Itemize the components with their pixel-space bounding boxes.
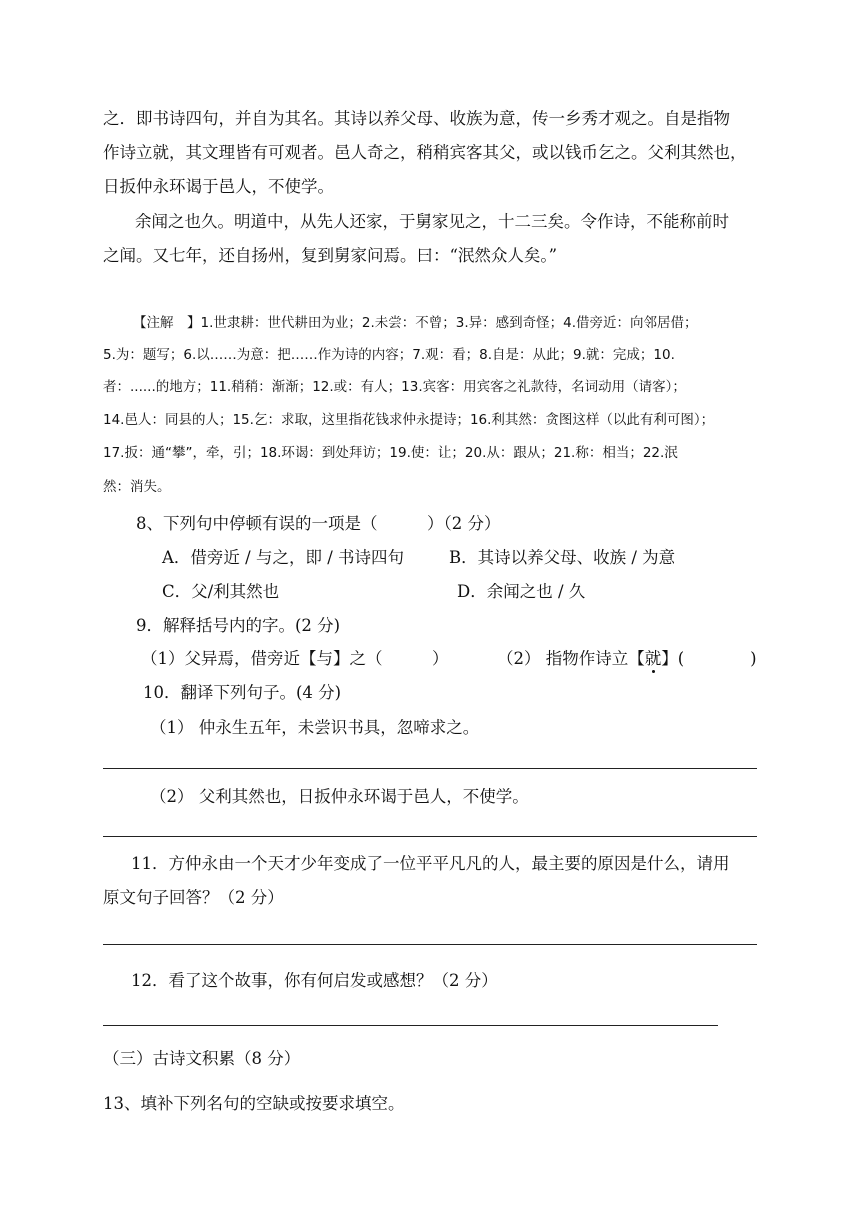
question-9-stem: 9．解释括号内的字。(2 分)	[136, 616, 341, 635]
question-8-option-a: A．借旁近 / 与之，即 / 书诗四句	[162, 548, 405, 567]
section-3-title: （三）古诗文积累（8 分）	[103, 1049, 301, 1068]
notes-line-5: 17.扳：通“攀”，牵，引；18.环谒：到处拜访；19.使：让；20.从：跟从；21.称：相当；22.泯	[103, 445, 678, 461]
passage-line-2: 作诗立就，其文理皆有可观者。邑人奇之，稍稍宾客其父，或以钱币乞之。父利其然也，	[103, 143, 747, 162]
question-10-item-1: （1） 仲永生五年，未尝识书具，忽啼求之。	[150, 718, 480, 737]
passage-line-1: 之．即书诗四句，并自为其名。其诗以养父母、收族为意，传一乡秀才观之。自是指物	[103, 109, 730, 128]
notes-line-2: 5.为：题写；6.以……为意：把……作为诗的内容；7.观：看；8.自是：从此；9.就：完成；10.	[103, 347, 675, 363]
answer-line-10-2	[103, 836, 757, 837]
question-11-line-2: 原文句子回答？（2 分）	[103, 888, 284, 907]
question-8-option-d: D．余闻之也 / 久	[457, 582, 586, 601]
passage-line-4: 余闻之也久。明道中，从先人还家，于舅家见之，十二三矣。令作诗，不能称前时	[135, 212, 729, 231]
notes-line-3: 者：......的地方；11.稍稍：渐渐；12.或：有人；13.宾客：用宾客之礼款待，名词动用（请客）；	[103, 379, 686, 395]
question-9-item-1: （1）父异焉，借旁近【与】之（ ）	[141, 649, 449, 668]
question-13-stem: 13、填补下列名句的空缺或按要求填空。	[103, 1094, 405, 1113]
answer-line-11	[103, 944, 757, 945]
question-9-item-2-blank: 】( )	[661, 649, 757, 668]
passage-line-5: 之闻。又七年，还自扬州，复到舅家问焉。曰：“泯然众人矣。”	[103, 246, 558, 265]
notes-line-1: 【注解 】1.世隶耕：世代耕田为业；2.未尝：不曾；3.异：感到奇怪；4.借旁近：向邻居借；	[133, 315, 698, 331]
answer-line-10-1	[103, 768, 757, 769]
notes-line-4: 14.邑人：同县的人；15.乞：求取，这里指花钱求仲永提诗；16.利其然：贪图这样（以此有利可图）；	[103, 412, 715, 428]
question-10-item-2: （2） 父利其然也，日扳仲永环谒于邑人，不使学。	[150, 787, 529, 806]
question-9-item-2	[497, 648, 757, 670]
emphasized-character: 就	[644, 649, 662, 668]
question-8-stem: 8、下列句中停顿有误的一项是（ ）（2 分）	[136, 514, 501, 533]
question-8-option-c: C．父/利其然也	[162, 582, 280, 601]
notes-line-6: 然：消失。	[103, 479, 171, 495]
question-9-item-2-text: （2） 指物作诗立【	[497, 649, 645, 668]
question-11-line-1: 11．方仲永由一个天才少年变成了一位平平凡凡的人，最主要的原因是什么，请用	[131, 854, 730, 873]
answer-line-12	[103, 1025, 718, 1026]
question-8-option-b: B．其诗以养父母、收族 / 为意	[449, 548, 676, 567]
question-12-stem: 12．看了这个故事，你有何启发或感想？（2 分）	[131, 971, 498, 990]
passage-line-3: 日扳仲永环谒于邑人，不使学。	[103, 177, 334, 196]
question-10-stem: 10．翻译下列句子。(4 分)	[143, 683, 342, 702]
